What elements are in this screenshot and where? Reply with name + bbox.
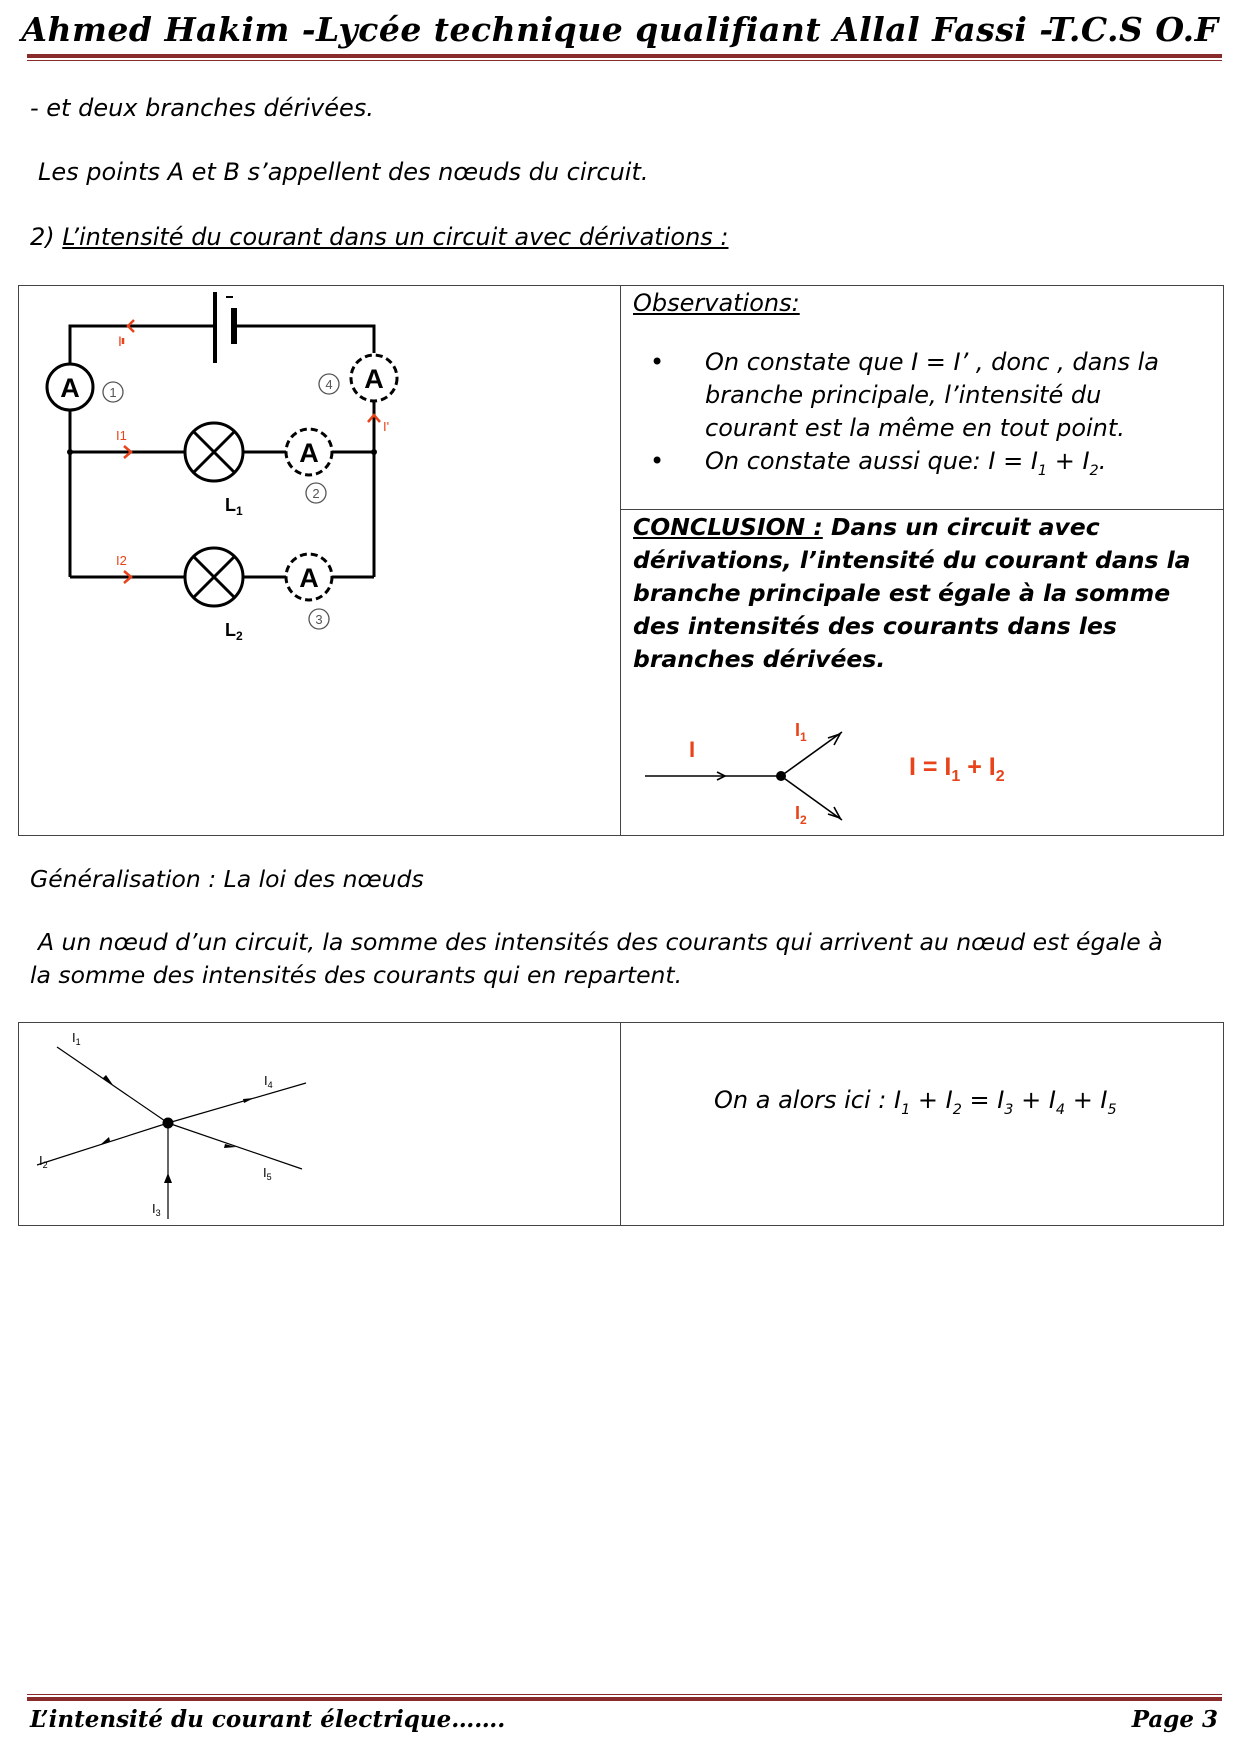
footer-rule [27, 1697, 1222, 1701]
arrow-I4 [243, 1098, 254, 1103]
ammeter-1-label: A [60, 373, 80, 403]
footer-rule-thin [27, 1694, 1222, 1695]
law-table-divider [620, 1022, 621, 1226]
svg-text:1: 1 [109, 385, 117, 400]
law-label-I1: $I_1$ [72, 1030, 81, 1047]
ammeter-4-label: A [364, 364, 384, 394]
law-label-I4: $I_4$ [264, 1073, 273, 1090]
law-label-I5: $I_5$ [263, 1165, 272, 1182]
branch-I1 [57, 1047, 168, 1123]
observation-item-2: • On constate aussi que: $I = I_1 + I_2$. [630, 445, 1190, 488]
table-row-divider [620, 509, 1224, 510]
label-Iprime: I' [383, 419, 390, 434]
node-a [67, 449, 73, 455]
lamp-L2-label: $L_2$ [225, 620, 243, 643]
ammeter-3-label: A [299, 563, 319, 593]
generalisation-line-1: A un nœud d’un circuit, la somme des intensités des courants qui arrivent au nœud est égale à [38, 928, 1163, 956]
ammeter-2-label: A [299, 438, 319, 468]
wire-top-right [234, 326, 374, 353]
label-I2: I2 [116, 553, 127, 568]
wire-top-left [70, 326, 215, 364]
conclusion-text: CONCLUSION : Dans un circuit avec dérivations, l’intensité du courant dans la branche principale est égale à la somme des intensités des courants dans les branches dérivées. [633, 513, 1191, 673]
section-title: L’intensité du courant dans un circuit avec dérivations : [62, 223, 729, 251]
label-I1: I1 [116, 428, 127, 443]
header-rule [27, 54, 1222, 58]
node-diagram [621, 712, 1223, 835]
observations-title: Observations: [633, 289, 800, 317]
intro-line-2: Les points A et B s’appellent des nœuds du circuit. [38, 158, 649, 186]
generalisation-line-2: la somme des intensités des courants qui en repartent. [30, 961, 683, 989]
observation-item-1: • On constate que I = I’ , donc , dans la branche principale, l’intensité du courant est la même en tout point. [630, 346, 1190, 445]
header-rule-thin [27, 60, 1222, 61]
section-number: 2) [30, 223, 63, 251]
branch-I4 [168, 1083, 306, 1123]
section-heading [30, 223, 729, 251]
junction-node [776, 771, 786, 781]
observations-list [630, 346, 1190, 488]
law-label-I3: $I_3$ [152, 1201, 161, 1218]
branch-I5 [168, 1123, 302, 1169]
conclusion-label: CONCLUSION : [633, 513, 823, 541]
node-label-I1: $I_1$ [795, 720, 807, 744]
label-I: I [118, 333, 122, 349]
law-label-I2: $I_2$ [39, 1153, 48, 1170]
law-of-nodes-diagram [19, 1023, 619, 1225]
svg-text:4: 4 [325, 377, 333, 392]
footer-title: L’intensité du courant électrique……. [30, 1706, 506, 1733]
node-label-I2: $I_2$ [795, 803, 807, 827]
node-label-I: I [689, 737, 696, 762]
svg-text:3: 3 [315, 612, 323, 627]
intro-line-1: - et deux branches dérivées. [30, 94, 374, 122]
lamp-L1-label: $L_1$ [225, 495, 243, 518]
svg-text:2: 2 [312, 486, 320, 501]
law-equation: On a alors ici : $I_1 + I_2 = I_3 + I_4 + I_5$ [714, 1086, 1117, 1118]
law-node [163, 1118, 174, 1129]
node-formula: $I = I_1 + I_2$ [909, 753, 1005, 785]
arrow-I3 [164, 1173, 172, 1183]
circuit-diagram [19, 286, 619, 835]
node-b [371, 449, 377, 455]
page-number: Page 3 [1131, 1706, 1218, 1733]
generalisation-title: Généralisation : La loi des nœuds [30, 865, 424, 893]
page-header-title: Ahmed Hakim -Lycée technique qualifiant Allal Fassi -T.C.S O.F [21, 10, 1219, 49]
